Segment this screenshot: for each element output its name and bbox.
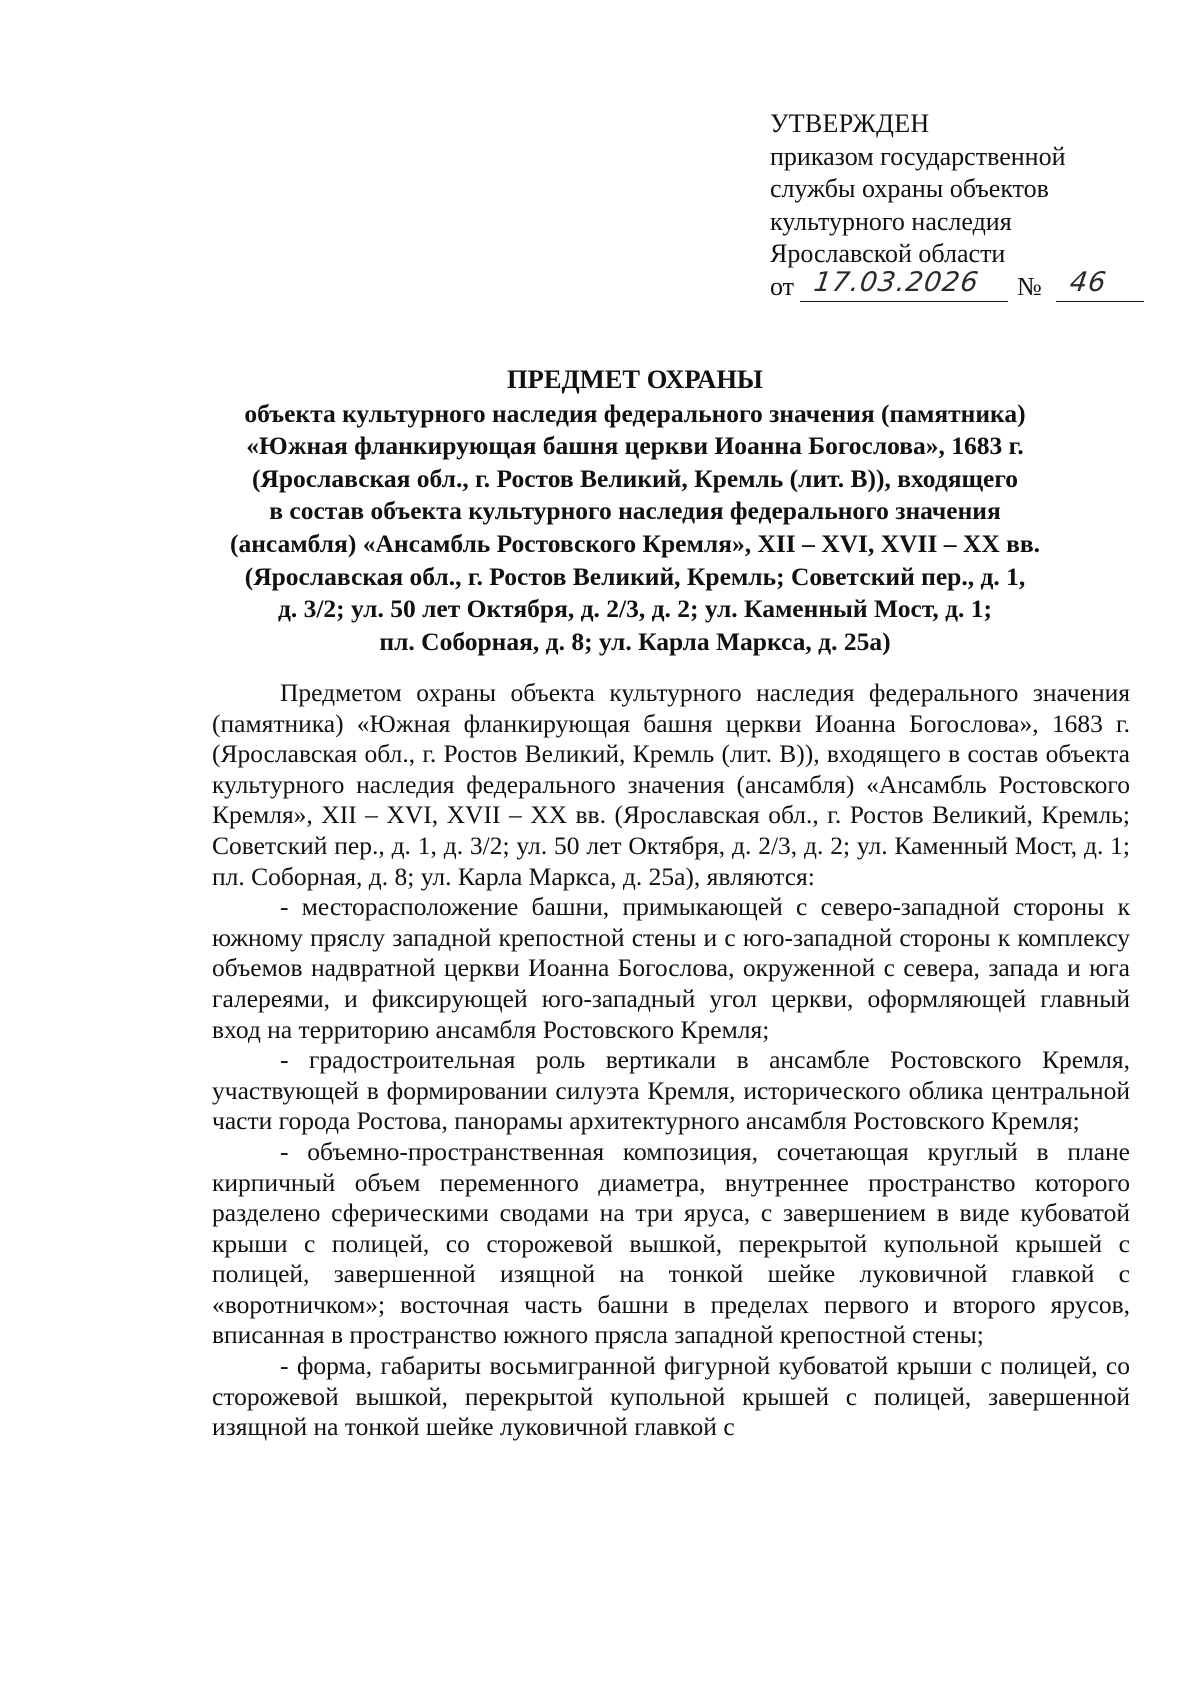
- heading-line: (Ярославская обл., г. Ростов Великий, Кремль (лит. В)), входящего: [251, 463, 1019, 493]
- list-item: - месторасположение башни, примыкающей с северо-западной стороны к южному пряслу западной крепостной стены и с юго-западной стороны к комплексу объемов надвратной церкви Иоанна Богослова, окруженной с севера, запада и юга галереями, и фиксирующей юго-западный угол церкви, оформляющей главный вход на территорию ансамбля Ростовского Кремля;: [212, 892, 1130, 1044]
- approval-line: Ярославской области: [770, 239, 1006, 268]
- list-item: - объемно-пространственная композиция, сочетающая круглый в плане кирпичный объем переменного диаметра, внутреннее пространство которого разделено сферическими сводами на три яруса, с завершением в виде кубоватой крыши с полицей, со сторожевой вышкой, перекрытой купольной крышей с полицей, завершенной изящной на тонкой шейке луковичной главкой с «воротничком»; восточная часть башни в пределах первого и второго ярусов, вписанная в пространство южного прясла западной крепостной стены;: [212, 1136, 1130, 1350]
- approval-block: [770, 108, 1150, 305]
- approval-date-line: [770, 266, 1150, 305]
- document-title: ПРЕДМЕТ ОХРАНЫ: [507, 364, 763, 394]
- date-prefix: от: [770, 271, 795, 301]
- heading-line: «Южная фланкирующая башня церкви Иоанна Богослова», 1683 г.: [246, 431, 1024, 461]
- document-body: [212, 678, 1130, 1443]
- heading-line: в состав объекта культурного наследия федерального значения: [269, 496, 1001, 526]
- heading-line: пл. Соборная, д. 8; ул. Карла Маркса, д. 25а): [379, 626, 891, 656]
- heading-line: (ансамбля) «Ансамбль Ростовского Кремля», XII – XVI, XVII – XX вв.: [229, 528, 1041, 558]
- heading-line: д. 3/2; ул. 50 лет Октября, д. 2/3, д. 2; ул. Каменный Мост, д. 1;: [277, 594, 993, 624]
- approval-line: службы охраны объектов: [770, 174, 1049, 203]
- heading-line: (Ярославская обл., г. Ростов Великий, Кремль; Советский пер., д. 1,: [244, 561, 1026, 591]
- list-item: - градостроительная роль вертикали в ансамбле Ростовского Кремля, участвующей в формировании силуэта Кремля, исторического облика центральной части города Ростова, панорамы архитектурного ансамбля Ростовского Кремля;: [212, 1045, 1130, 1136]
- number-prefix: №: [1017, 271, 1042, 301]
- approval-line: культурного наследия: [770, 206, 1012, 236]
- handwritten-number: 46: [1067, 266, 1109, 298]
- list-item: - форма, габариты восьмигранной фигурной кубоватой крыши с полицей, со сторожевой вышкой, перекрытой купольной крышей с полицей, завершенной изящной на тонкой шейке луковичной главкой с: [212, 1351, 1130, 1442]
- approval-title: УТВЕРЖДЕН: [770, 109, 930, 138]
- approval-line: приказом государственной: [770, 141, 1066, 171]
- handwritten-date: 17.03.2026: [811, 266, 981, 298]
- heading-line: объекта культурного наследия федерального значения (памятника): [244, 398, 1026, 428]
- intro-paragraph: Предметом охраны объекта культурного наследия федерального значения (памятника) «Южная фланкирующая башня церкви Иоанна Богослова», 1683 г. (Ярославская обл., г. Ростов Великий, Кремль (лит. В)), входящего в состав объекта культурного наследия федерального значения (ансамбля) «Ансамбль Ростовского Кремля», XII – XVI, XVII – XX вв. (Ярославская обл., г. Ростов Великий, Кремль; Советский пер., д. 1, д. 3/2; ул. 50 лет Октября, д. 2/3, д. 2; ул. Каменный Мост, д. 1; пл. Соборная, д. 8; ул. Карла Маркса, д. 25а), являются:: [212, 678, 1130, 891]
- document-heading: [180, 363, 1090, 658]
